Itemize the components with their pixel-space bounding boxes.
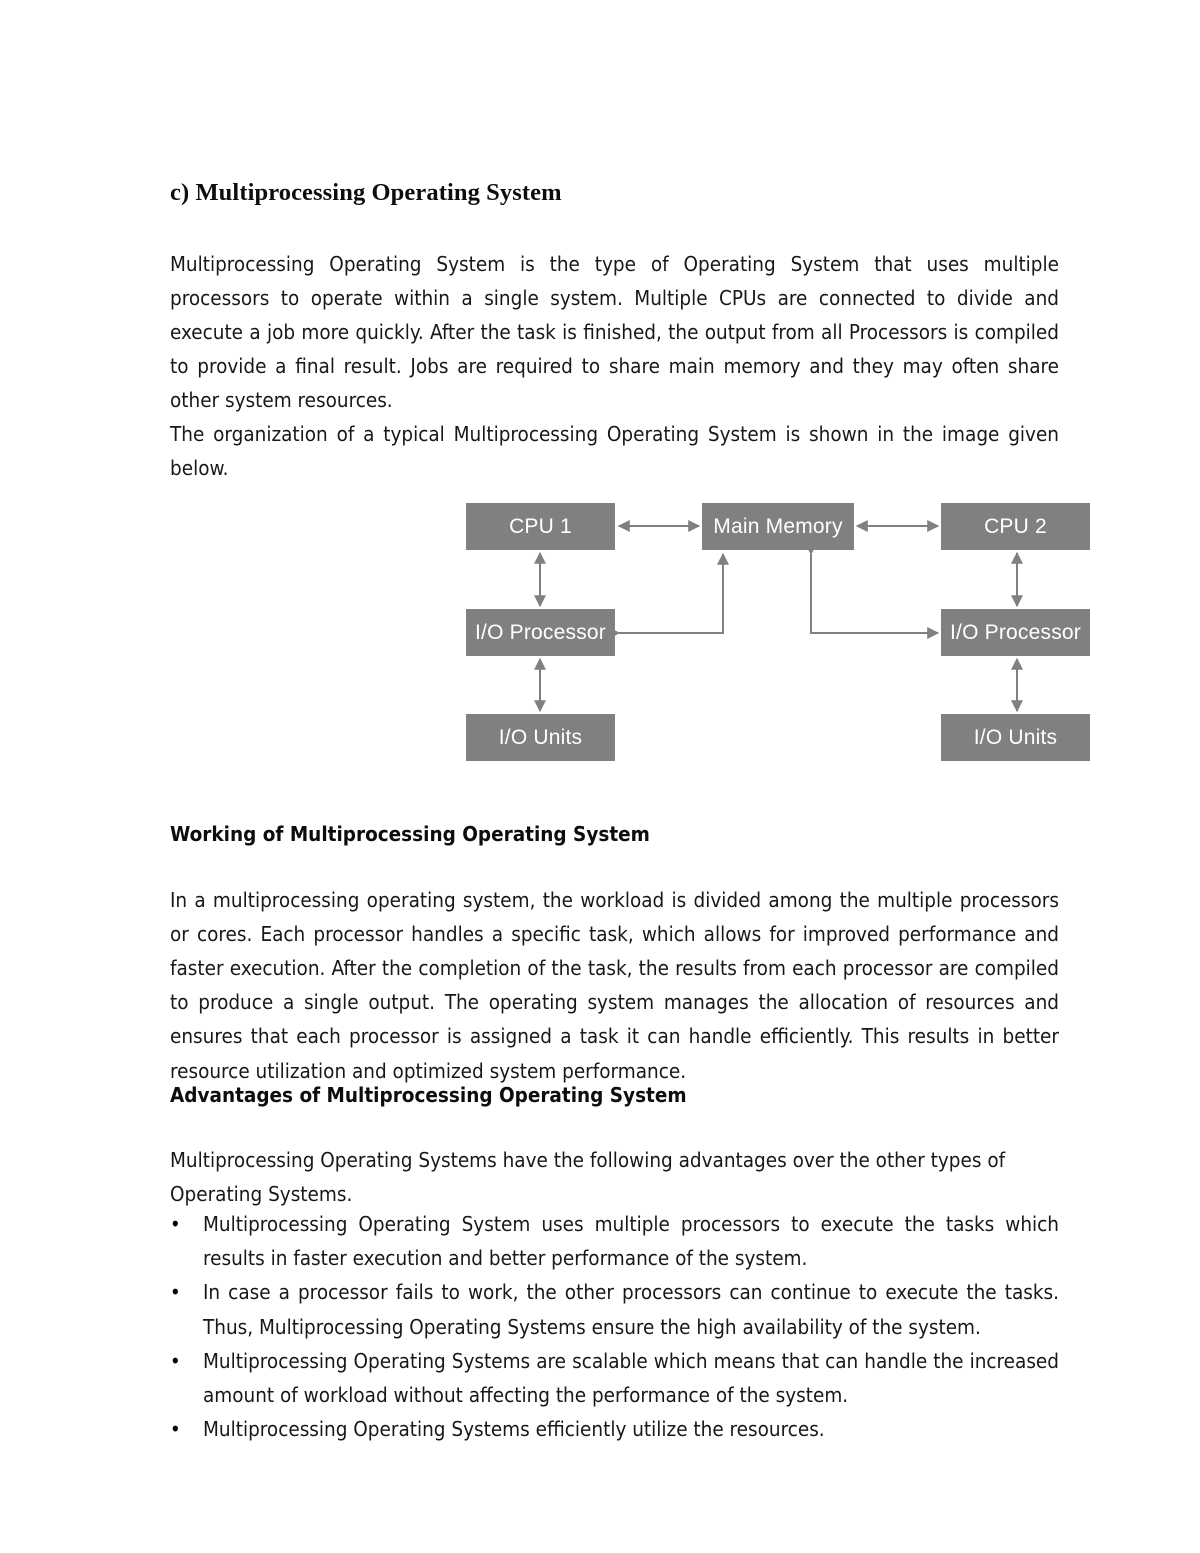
page-title: c) Multiprocessing Operating System [170, 179, 562, 207]
advantages-list [170, 1207, 1059, 1446]
diagram-node-io-processor-right [941, 609, 1090, 656]
heading-working: Working of Multiprocessing Operating System [170, 822, 650, 846]
diagram-node-cpu1 [466, 503, 615, 550]
diagram-node-main-memory [702, 503, 854, 550]
list-item-text: Multiprocessing Operating System uses multiple processors to execute the tasks which results in faster execution and better performance of the system. [203, 1212, 1059, 1271]
diagram-node-io-processor-right-label: I/O Processor [950, 620, 1081, 644]
diagram-node-main-memory-label: Main Memory [713, 514, 843, 538]
bullet-icon: • [170, 1212, 181, 1236]
diagram-node-io-processor-left [466, 609, 615, 656]
diagram-node-io-units-left-label: I/O Units [498, 725, 583, 749]
bullet-icon: • [170, 1417, 181, 1442]
paragraph-advantages-body: Multiprocessing Operating Systems have the following advantages over the other types of Operating Systems. [170, 1147, 1006, 1206]
paragraph-intro: Multiprocessing Operating System is the type of Operating System that uses multiple processors to operate within a single system. Multiple CPUs are connected to divide and execute a job more quickly. After the task is finished, the output from all Processors is compiled to provide a final result. Jobs are required to share main memory and they may often share other system resources. [170, 251, 1059, 413]
bullet-icon: • [170, 1348, 181, 1373]
diagram-node-io-units-right [941, 714, 1090, 761]
list-item [170, 1344, 1059, 1412]
list-item-text: Multiprocessing Operating Systems are scalable which means that can handle the increased amount of workload without affecting the performance of the system. [203, 1348, 1059, 1408]
paragraph-working-body: In a multiprocessing operating system, the workload is divided among the multiple processors or cores. Each processor handles a specific task, which allows for improved performance and faster execution. After the completion of the task, the results from each processor are compiled to produce a single output. The operating system manages the allocation of resources and ensures that each processor is assigned a task it can handle efficiently. This results in better resource utilization and optimized system performance. [170, 887, 1059, 1083]
bullet-icon: • [170, 1280, 181, 1305]
list-item [170, 1412, 1059, 1446]
list-item-text: Multiprocessing Operating Systems efficiently utilize the resources. [203, 1417, 825, 1442]
diagram-node-io-units-right-label: I/O Units [973, 725, 1058, 749]
diagram-node-cpu2-label: CPU 2 [984, 514, 1047, 538]
list-item-text: In case a processor fails to work, the other processors can continue to execute the tasks. Thus, Multiprocessing Operating Systems ensure the high availability of the system. [203, 1280, 1059, 1339]
diagram-node-io-units-left [466, 714, 615, 761]
diagram-node-cpu1-label: CPU 1 [509, 514, 572, 538]
diagram-node-io-processor-left-label: I/O Processor [475, 620, 606, 644]
diagram-node-cpu2 [941, 503, 1090, 550]
multiprocessing-architecture-diagram [466, 495, 1096, 780]
paragraph-organization: The organization of a typical Multiprocessing Operating System is shown in the image given below. [170, 421, 1059, 480]
heading-advantages: Advantages of Multiprocessing Operating System [170, 1083, 687, 1107]
list-item [170, 1207, 1059, 1275]
list-item [170, 1275, 1059, 1343]
